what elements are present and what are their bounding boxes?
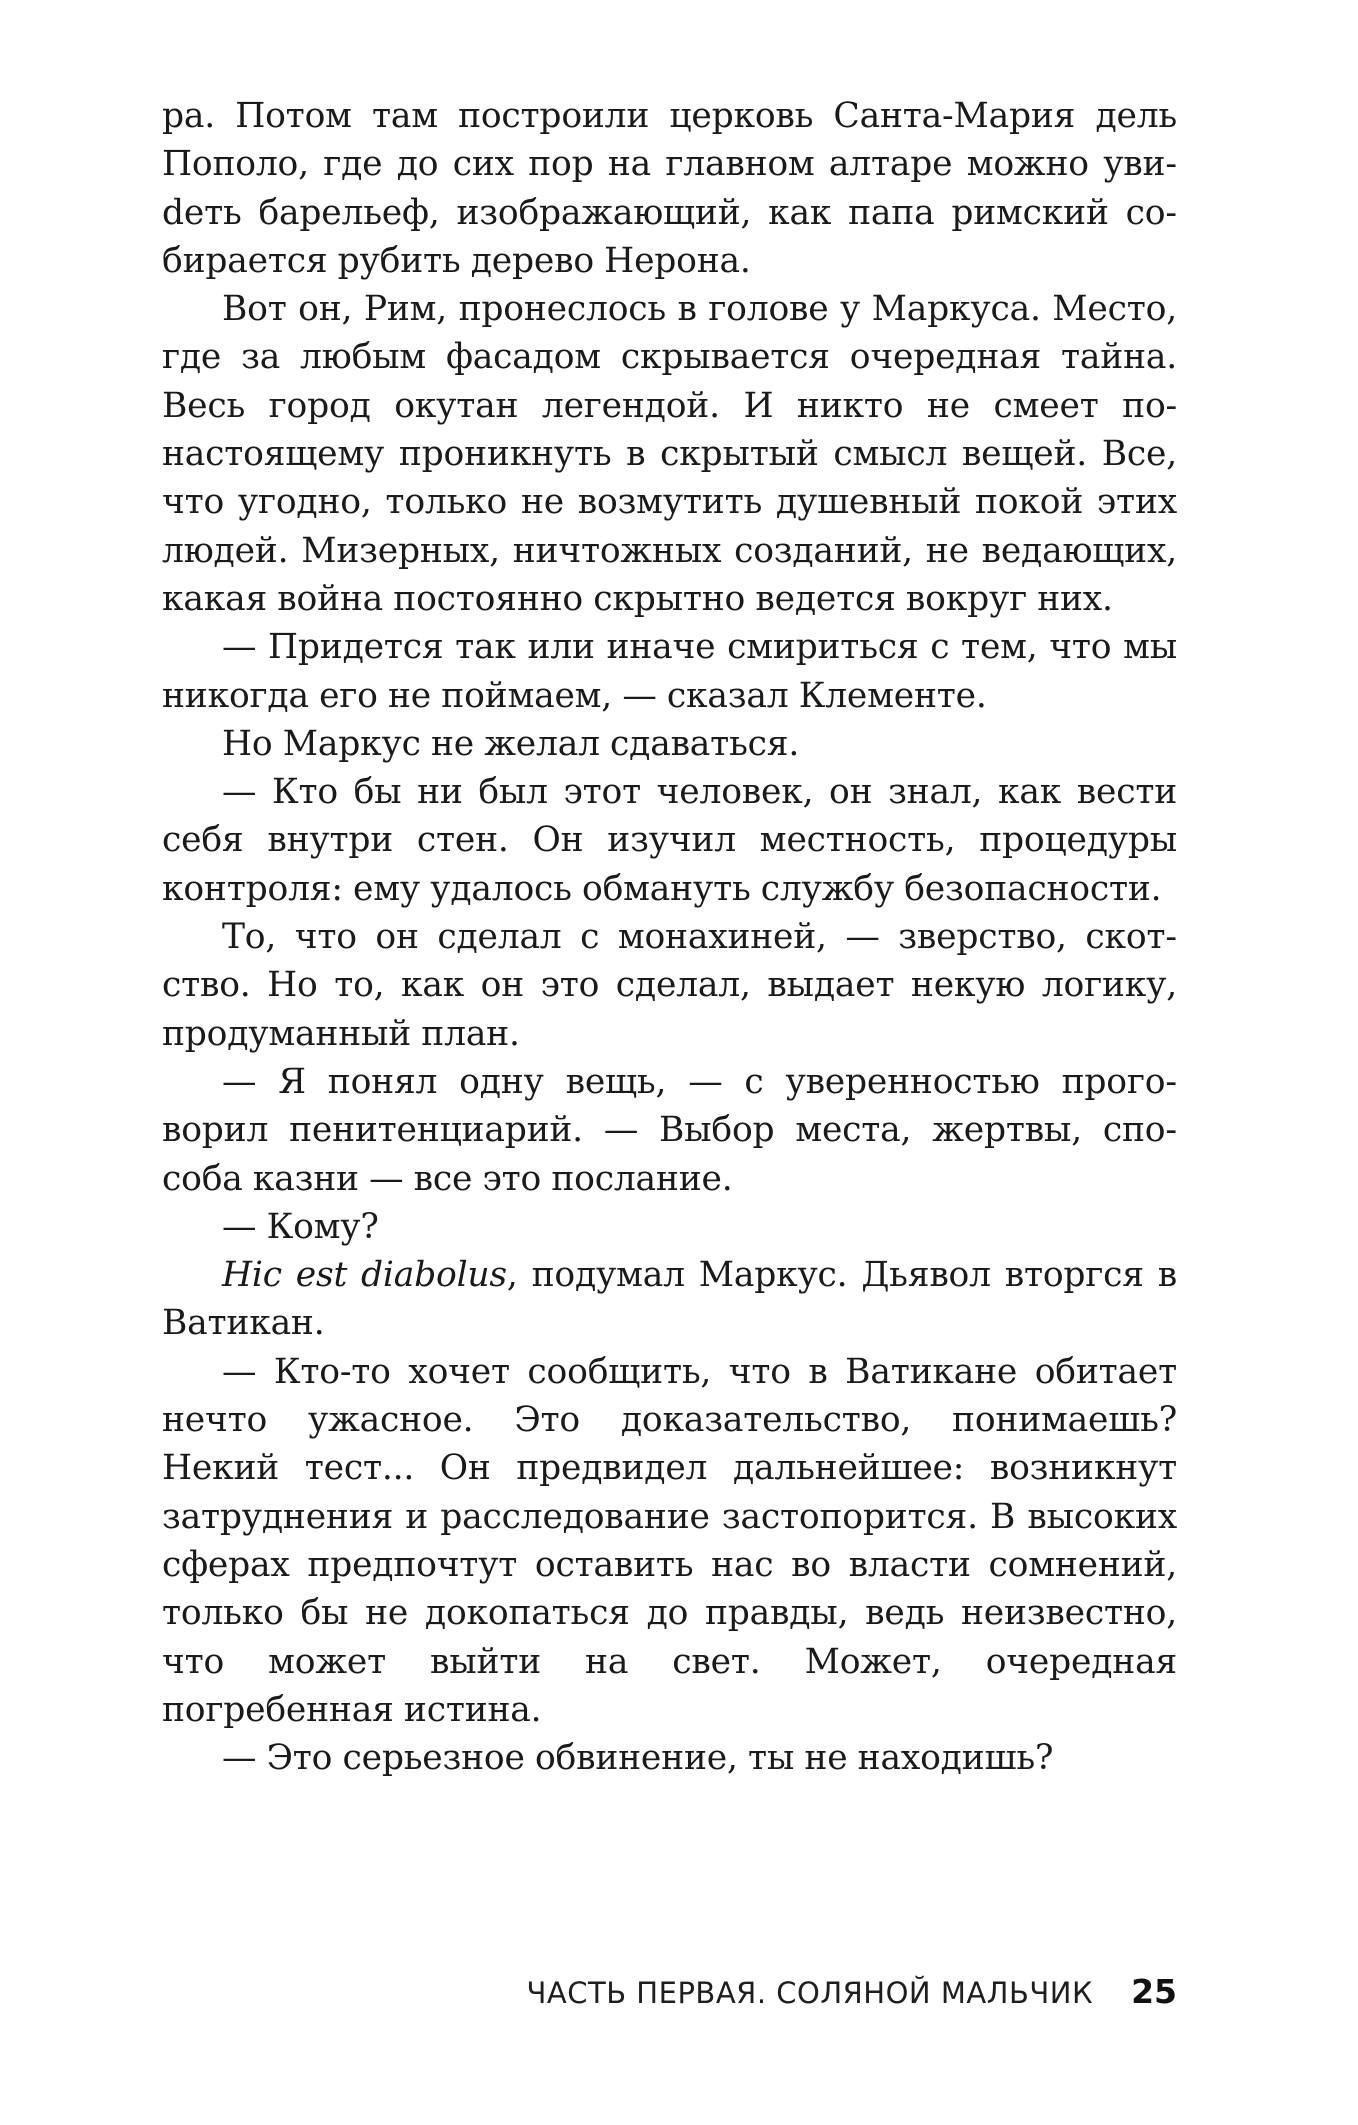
paragraph-2: Вот он, Рим, пронеслось в голове у Маркуса. Место, где за любым фасадом скрывается очередная тайна. Весь город окутан легендой. И никто не смеет по-настоящему проникнуть в скрытый смысл вещей. Все, что угодно, только не возмутить душевный покой этих людей. Мизерных, ничтожных созданий, не ведающих, какая война постоянно скрытно ведется вокруг них. [162,289,1177,619]
paragraph-1: ра. Потом там построили церковь Санта-Мария дель Пополо, где до сих пор на главном алтаре можно увиdеть барельеф, изображающий, как папа римский собирается рубить дерево Нерона. [162,96,1177,281]
page-number: 25 [1131,1972,1177,2011]
latin-phrase: Hic est diabolus [222,1255,507,1296]
paragraph-7: — Я понял одну вещь, — с уверенностью проговорил пенитенциарий. — Выбор места, жертвы, способа казни — все это послание. [162,1061,1177,1199]
page-footer [162,1972,1177,2011]
paragraph-5: — Кто бы ни был этот человек, он знал, как вести себя внутри стен. Он изучил местность, процедуры контроля: ему удалось обмануть службу безопасности. [162,772,1177,909]
paragraph-4: Но Маркус не желал сдаваться. [222,723,800,764]
running-head: ЧАСТЬ ПЕРВАЯ. СОЛЯНОЙ МАЛЬЧИК [526,1976,1094,2010]
paragraph-11: — Это серьезное обвинение, ты не находишь? [222,1738,1054,1779]
paragraph-10: — Кто-то хочет сообщить, что в Ватикане обитает нечто ужасное. Это доказательство, понимаешь? Некий тест... Он предвидел дальнейшее: возникнут затруднения и расследование застопорится. В высоких сферах предпочтут оставить нас во власти сомнений, только бы не докопаться до правды, ведь неизвестно, что может выйти на свет. Может, очередная погребенная истина. [162,1351,1177,1730]
paragraph-9 [162,1251,1177,1348]
paragraph-9-rest: , подумал Маркус. Дьявол вторгся в Ватикан. [162,1255,1177,1344]
paragraph-3: — Придется так или иначе смириться с тем, что мы никогда его не поймаем, — сказал Клементе. [162,627,1177,716]
page-body [162,92,1177,1782]
paragraph-8: — Кому? [222,1206,379,1247]
paragraph-6: То, что он сделал с монахиней, — зверство, скотство. Но то, как он это сделал, выдает некую логику, продуманный план. [162,917,1177,1054]
